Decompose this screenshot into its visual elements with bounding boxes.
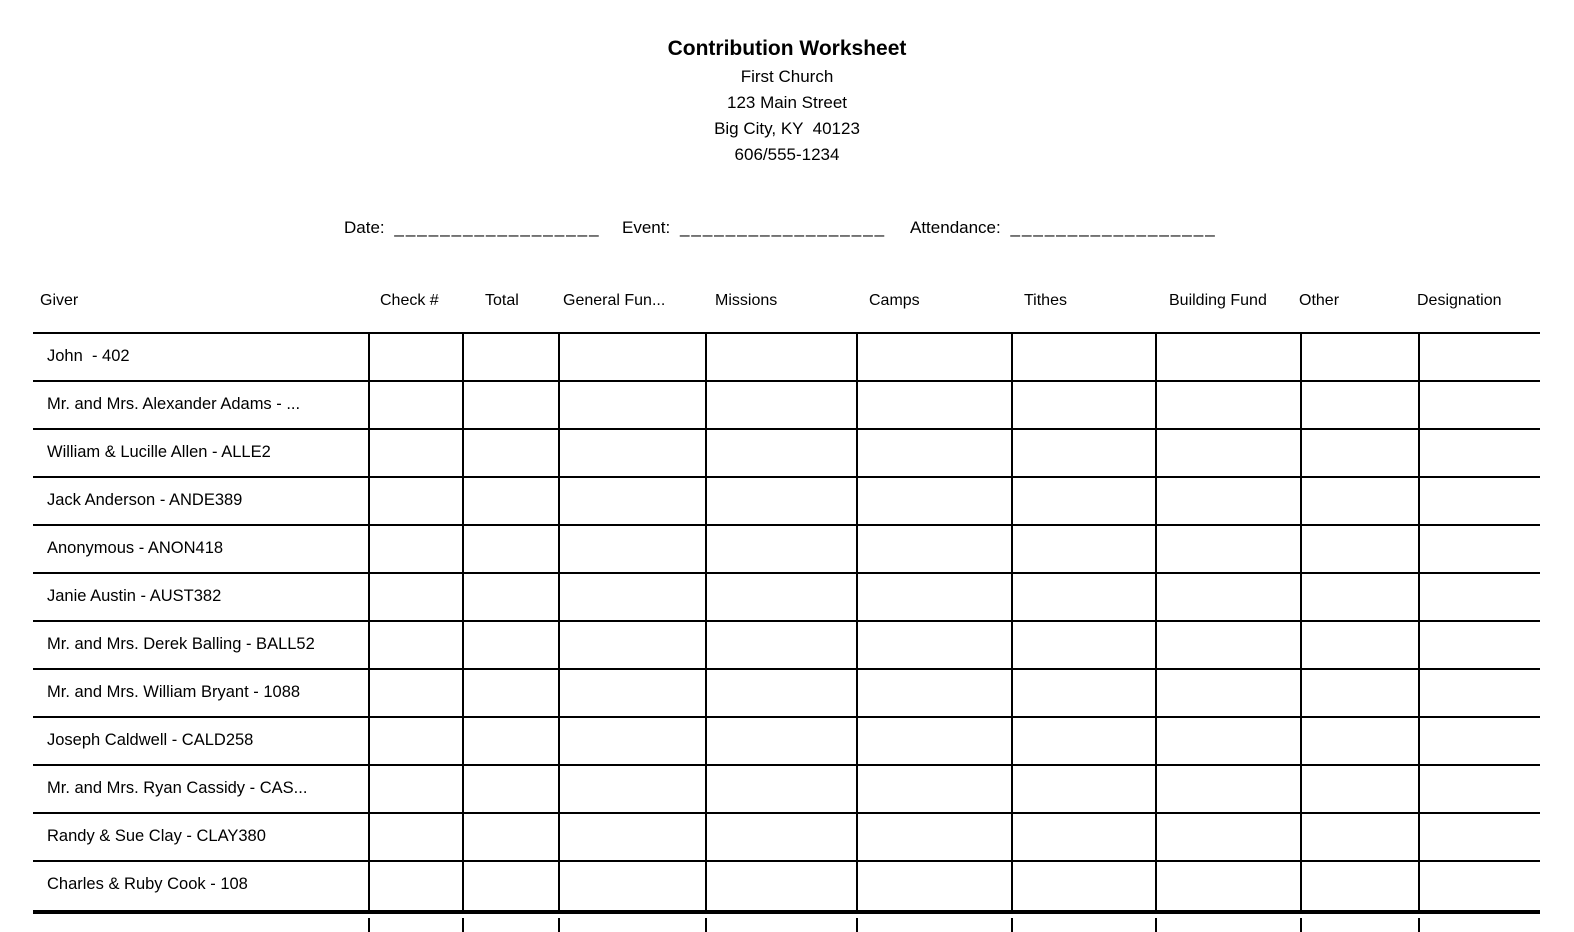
- entry-cell: [1418, 670, 1540, 716]
- giver-cell: Mr. and Mrs. Alexander Adams - ...: [47, 395, 301, 413]
- entry-cell: [705, 862, 856, 910]
- giver-cell: Joseph Caldwell - CALD258: [47, 731, 254, 749]
- church-address-block: [0, 64, 1574, 168]
- entry-cell: [1300, 814, 1418, 860]
- entry-cell: [462, 814, 558, 860]
- entry-cell: [1300, 382, 1418, 428]
- attendance-blank-line: __________________: [1010, 218, 1217, 237]
- entry-cell: [368, 670, 462, 716]
- entry-cell: [1155, 478, 1300, 524]
- entry-cell: [1300, 526, 1418, 572]
- entry-cell: [1300, 718, 1418, 764]
- entry-cell: [705, 814, 856, 860]
- entry-cell: [856, 382, 1011, 428]
- entry-cell: [462, 766, 558, 812]
- event-blank-line: __________________: [679, 218, 887, 237]
- table-row: [33, 718, 1540, 766]
- entry-cell: [1300, 670, 1418, 716]
- entry-cell: [1155, 622, 1300, 668]
- entry-cell: [558, 814, 705, 860]
- entry-cell: [1011, 766, 1155, 812]
- entry-cell: [462, 622, 558, 668]
- entry-cell: [1418, 478, 1540, 524]
- entry-cell: [705, 526, 856, 572]
- entry-cell: [1011, 430, 1155, 476]
- entry-cell: [856, 430, 1011, 476]
- entry-cell: [856, 622, 1011, 668]
- entry-cell: [558, 526, 705, 572]
- entry-cell: [1418, 430, 1540, 476]
- entry-cell: [1300, 622, 1418, 668]
- giver-cell: Janie Austin - AUST382: [47, 587, 222, 605]
- entry-cell: [1011, 718, 1155, 764]
- date-blank-line: __________________: [394, 218, 601, 237]
- attendance-field-group: [910, 218, 1217, 238]
- entry-cell: [1300, 862, 1418, 910]
- entry-cell: [558, 718, 705, 764]
- giver-cell: John - 402: [47, 347, 130, 365]
- entry-cell: [462, 526, 558, 572]
- entry-cell: [1418, 574, 1540, 620]
- entry-cell: [1155, 718, 1300, 764]
- giver-cell: Jack Anderson - ANDE389: [47, 491, 243, 509]
- table-row: [33, 574, 1540, 622]
- entry-cell: [368, 814, 462, 860]
- table-row: [33, 382, 1540, 430]
- event-label: Event:: [622, 218, 671, 237]
- entry-cell: [1155, 918, 1300, 932]
- entry-cell: [1418, 334, 1540, 380]
- giver-cell: Mr. and Mrs. Derek Balling - BALL52: [47, 635, 315, 653]
- entry-cell: [462, 478, 558, 524]
- date-label: Date:: [344, 218, 385, 237]
- column-header-camps: Camps: [869, 292, 920, 309]
- church-name: First Church: [740, 67, 834, 86]
- entry-cell: [1300, 478, 1418, 524]
- entry-cell: [558, 478, 705, 524]
- table-row: [33, 526, 1540, 574]
- entry-cell: [705, 574, 856, 620]
- entry-cell: [462, 670, 558, 716]
- entry-cell: [368, 334, 462, 380]
- entry-cell: [1155, 766, 1300, 812]
- entry-cell: [705, 622, 856, 668]
- entry-cell: [856, 766, 1011, 812]
- table-row: [33, 766, 1540, 814]
- giver-cell: Mr. and Mrs. William Bryant - 1088: [47, 683, 301, 701]
- table-header-row: [0, 292, 1574, 314]
- entry-cell: [462, 382, 558, 428]
- entry-cell: [462, 334, 558, 380]
- attendance-label: Attendance:: [910, 218, 1001, 237]
- entry-cell: [368, 478, 462, 524]
- entry-cell: [368, 766, 462, 812]
- entry-cell: [368, 718, 462, 764]
- entry-cell: [705, 718, 856, 764]
- entry-cell: [368, 918, 462, 932]
- entry-cell: [856, 574, 1011, 620]
- entry-cell: [368, 574, 462, 620]
- entry-cell: [856, 670, 1011, 716]
- entry-cell: [705, 766, 856, 812]
- entry-cell: [1011, 670, 1155, 716]
- entry-cell: [1300, 766, 1418, 812]
- entry-cell: [1011, 382, 1155, 428]
- entry-cell: [1011, 622, 1155, 668]
- giver-cell: Anonymous - ANON418: [47, 539, 224, 557]
- entry-cell: [1155, 526, 1300, 572]
- entry-cell: [1155, 670, 1300, 716]
- entry-cell: [1011, 918, 1155, 932]
- entry-cell: [462, 862, 558, 910]
- entry-cell: [462, 718, 558, 764]
- document-header: [0, 36, 1574, 168]
- entry-cell: [558, 622, 705, 668]
- column-header-giver: Giver: [40, 292, 79, 309]
- entry-cell: [856, 862, 1011, 910]
- entry-cell: [1300, 918, 1418, 932]
- entry-cell: [705, 918, 856, 932]
- giver-cell: [33, 918, 368, 932]
- church-street: 123 Main Street: [726, 93, 847, 112]
- entry-cell: [1155, 814, 1300, 860]
- entry-cell: [558, 918, 705, 932]
- entry-cell: [1155, 382, 1300, 428]
- entry-cell: [462, 574, 558, 620]
- date-field-group: [344, 218, 601, 238]
- table-row-partial: [33, 918, 1540, 932]
- entry-cell: [558, 430, 705, 476]
- entry-cell: [1418, 526, 1540, 572]
- entry-cell: [1011, 526, 1155, 572]
- entry-cell: [368, 622, 462, 668]
- entry-cell: [558, 382, 705, 428]
- entry-cell: [705, 430, 856, 476]
- entry-cell: [705, 382, 856, 428]
- entry-cell: [1155, 862, 1300, 910]
- entry-cell: [1418, 382, 1540, 428]
- entry-cell: [558, 670, 705, 716]
- entry-cell: [1155, 430, 1300, 476]
- church-city-state-zip: Big City, KY 40123: [714, 119, 860, 138]
- entry-cell: [856, 478, 1011, 524]
- giver-cell: Mr. and Mrs. Ryan Cassidy - CAS...: [47, 779, 308, 797]
- entry-cell: [856, 814, 1011, 860]
- entry-cell: [1011, 478, 1155, 524]
- entry-cell: [558, 334, 705, 380]
- entry-cell: [856, 918, 1011, 932]
- column-header-tithes: Tithes: [1024, 292, 1067, 309]
- event-field-group: [622, 218, 886, 238]
- entry-cell: [1155, 574, 1300, 620]
- giver-cell: Randy & Sue Clay - CLAY380: [47, 827, 266, 845]
- contribution-table: [33, 332, 1540, 914]
- giver-cell: Charles & Ruby Cook - 108: [47, 875, 248, 893]
- entry-cell: [1418, 918, 1540, 932]
- entry-cell: [1155, 334, 1300, 380]
- entry-cell: [368, 382, 462, 428]
- table-row: [33, 862, 1540, 910]
- column-header-total: Total: [485, 292, 519, 309]
- entry-cell: [1418, 622, 1540, 668]
- entry-cell: [1300, 334, 1418, 380]
- column-header-designation: Designation: [1417, 292, 1502, 309]
- entry-cell: [705, 670, 856, 716]
- church-phone: 606/555-1234: [734, 145, 840, 164]
- table-row: [33, 478, 1540, 526]
- entry-cell: [462, 430, 558, 476]
- entry-cell: [1418, 766, 1540, 812]
- entry-cell: [368, 526, 462, 572]
- entry-cell: [705, 478, 856, 524]
- table-row: [33, 622, 1540, 670]
- entry-cell: [1300, 430, 1418, 476]
- column-header-building-fund: Building Fund: [1169, 292, 1267, 309]
- column-header-missions: Missions: [715, 292, 778, 309]
- entry-cell: [1011, 814, 1155, 860]
- entry-cell: [558, 862, 705, 910]
- entry-cell: [856, 718, 1011, 764]
- entry-cell: [368, 862, 462, 910]
- entry-cell: [1011, 334, 1155, 380]
- entry-cell: [1011, 862, 1155, 910]
- table-row: [33, 670, 1540, 718]
- entry-cell: [558, 574, 705, 620]
- entry-cell: [705, 334, 856, 380]
- table-row: [33, 334, 1540, 382]
- entry-cell: [368, 430, 462, 476]
- entry-cell: [1418, 862, 1540, 910]
- column-header-other: Other: [1299, 292, 1340, 309]
- page-title: Contribution Worksheet: [667, 37, 907, 60]
- entry-cell: [856, 334, 1011, 380]
- entry-cell: [1300, 574, 1418, 620]
- table-row: [33, 430, 1540, 478]
- entry-cell: [1418, 814, 1540, 860]
- column-header-check-number: Check #: [380, 292, 439, 309]
- entry-cell: [462, 918, 558, 932]
- form-fields-row: [0, 218, 1574, 242]
- entry-cell: [558, 766, 705, 812]
- giver-cell: William & Lucille Allen - ALLE2: [47, 443, 271, 461]
- column-header-general-fund: General Fun...: [563, 292, 666, 309]
- entry-cell: [1011, 574, 1155, 620]
- entry-cell: [1418, 718, 1540, 764]
- entry-cell: [856, 526, 1011, 572]
- table-row: [33, 814, 1540, 862]
